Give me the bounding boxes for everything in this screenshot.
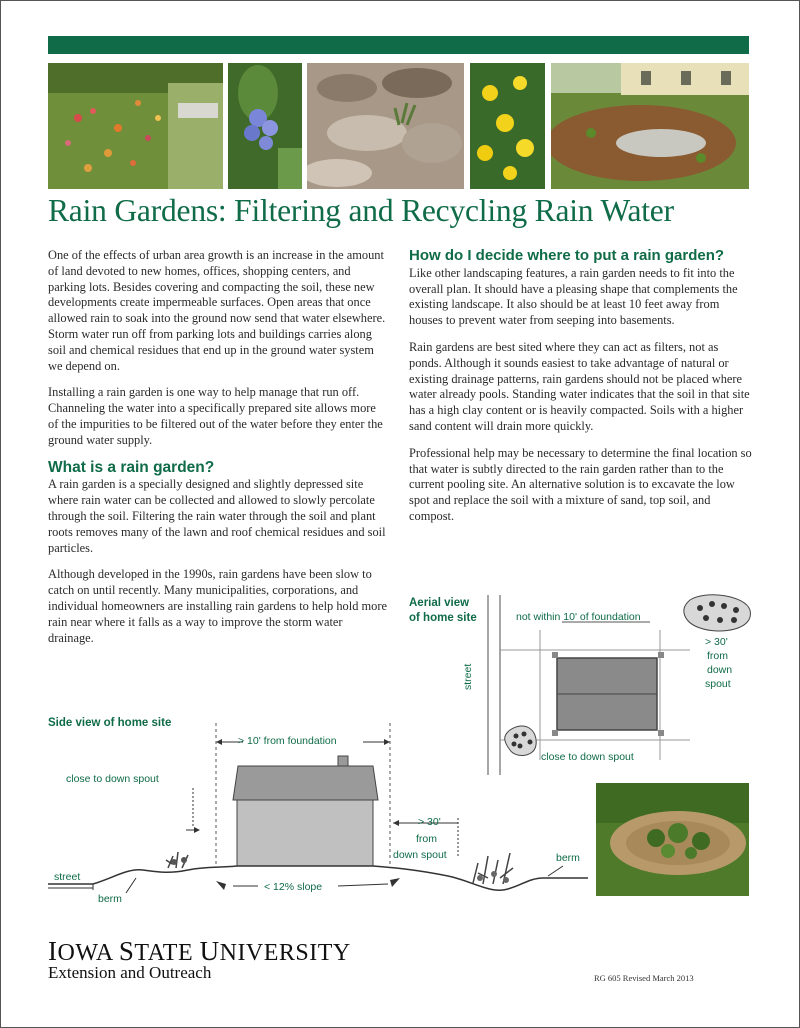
side-close-spout-label: close to down spout — [66, 773, 159, 785]
photo-house-garden — [551, 63, 749, 189]
header-bar — [48, 36, 749, 54]
side-slope-label: < 12% slope — [264, 881, 323, 893]
paragraph: Professional help may be necessary to determine the final location so that water is subtly directed to the rain garden rather than to the current pooling site. An alternative solution is to excavate the low spot and replace the soil with a mixture of sand, top soil, and compost. — [409, 445, 752, 523]
side-title: Side view of home site — [48, 717, 172, 729]
section-heading: How do I decide where to put a rain garden? — [409, 247, 725, 264]
photo-rain-garden — [596, 783, 749, 896]
side-gt30-label: > 30' — [418, 816, 441, 828]
aerial-gt30-label: from — [707, 650, 728, 662]
section-heading: What is a rain garden? — [48, 458, 215, 476]
side-street-label: street — [54, 871, 81, 883]
side-berm-label: berm — [556, 852, 580, 864]
right-column — [409, 248, 752, 536]
extension-label: Extension and Outreach — [48, 963, 212, 982]
side-gt10-label: > 10' from foundation — [238, 735, 337, 747]
document-code: RG 605 Revised March 2013 — [594, 973, 694, 983]
aerial-gt30-label: down — [707, 664, 733, 676]
left-column — [48, 248, 388, 657]
aerial-gt30-label: > 30' — [705, 636, 728, 648]
paragraph: Installing a rain garden is one way to help manage that run off. Channeling the water into a specifically prepared site allows more of the impurities to be filtered out of the water before they enter the ground water supply. — [48, 385, 383, 447]
paragraph: Although developed in the 1990s, rain gardens have been slow to catch on until recently. Many municipalities, corporations, and individual homeowners are installing rain gardens to help hold more rain near where it falls as a way to improve the storm water drainage. — [48, 567, 387, 645]
paragraph: One of the effects of urban area growth is an increase in the amount of land devoted to new homes, offices, shopping centers, and parking lots. Besides covering and compacting the soil, these new developments create impermeable surfaces. Open areas that once allowed rain to soak into the ground now send that water elsewhere. Storm water run off from parking lots and buildings carries along soil and chemical residues that end up in the ground water system we depend on. — [48, 248, 386, 373]
side-berm-label: berm — [98, 893, 122, 905]
aerial-not-within-label: not within 10' of foundation — [516, 611, 641, 623]
aerial-title: Aerial view — [409, 597, 470, 609]
aerial-gt30-label: spout — [705, 678, 731, 690]
aerial-street-label: street — [462, 663, 474, 690]
side-gt30-label: down spout — [393, 849, 447, 861]
side-gt30-label: from — [416, 833, 437, 845]
university-wordmark: IOWA STATE UNIVERSITY — [48, 936, 351, 966]
paragraph: Like other landscaping features, a rain garden needs to fit into the overall plan. It should have a pleasing shape that complements the existing landscape. It also should be at least 10 feet away from houses to prevent water from seeping into basements. — [409, 265, 738, 328]
paragraph: Rain gardens are best sited where they can act as filters, not as ponds. Although it sounds easiest to take advantage of natural or existing drainage patterns, rain gardens should not be placed where water already pools. Standing water indicates that the soil in that site has a high clay content or is heavily compacted. Soils with a higher sand content will drain more quickly. — [409, 339, 750, 433]
aerial-close-spout-label: close to down spout — [541, 751, 634, 763]
photo-flower-garden — [48, 63, 223, 189]
aerial-title: of home site — [409, 612, 477, 624]
photo-strip — [48, 63, 749, 189]
photo-bluebells — [228, 63, 302, 189]
page-title: Rain Gardens: Filtering and Recycling Rain Water — [48, 193, 674, 228]
photo-yellow-flowers — [470, 63, 545, 189]
paragraph: A rain garden is a specially designed and slightly depressed site where rain water can be collected and allowed to slowly percolate through the soil. Filtering the rain water through the soil and plant roots removes many of the lawn and roof chemical residues and soil particles. — [48, 477, 386, 555]
photo-rock-garden — [307, 63, 464, 189]
